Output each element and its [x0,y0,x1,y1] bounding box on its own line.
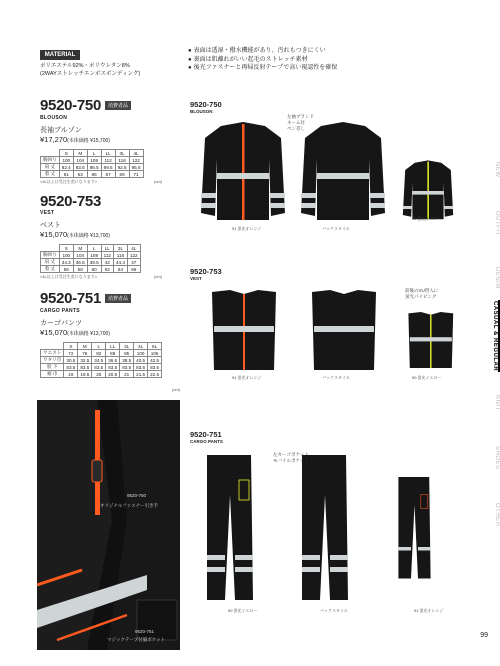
table-cell: 122 [127,252,140,259]
photo-sub: VEST [190,276,202,281]
size-table [40,149,144,178]
size-header-cell: 4L [127,245,140,252]
size-header-row [41,245,141,252]
table-row [41,164,144,171]
vest-illustrations [200,290,470,372]
size-header-cell: LL [106,343,120,350]
pants-back [302,455,348,600]
size-header-cell: M [78,343,92,350]
unit-label: (cm) [154,274,162,279]
table-cell: 116 [115,157,129,164]
caption-alt: 90 蛍光イエロー [412,375,442,380]
table-cell: 100 [59,157,73,164]
table-cell: 20 [92,371,106,378]
unit-label: (cm) [154,179,162,184]
table-cell: 66 [127,266,140,273]
feature-item: ● 後光ファスナーと再帰反射テープで高い視認性を確保 [188,64,337,73]
tab-knit[interactable]: KNIT [494,394,500,411]
table-cell: 30.5 [64,357,78,364]
table-row [41,364,162,371]
spec-vest [40,193,180,280]
size-header-cell: 3L [113,245,127,252]
detail-code-pants: 9520-751 [135,629,155,634]
product-price: ¥15,070 [40,230,68,239]
size-header-row [41,343,162,350]
tab-shoes[interactable]: SHOES [494,445,500,470]
size-header-cell: LL [101,245,113,252]
row-label: 胸回り [41,252,60,259]
material-text [40,63,140,78]
row-label: 着 丈 [41,171,60,178]
blouson-illustrations [193,118,463,226]
callout-line: 左カーゴポケット [273,452,309,457]
caption-back: バックスタイル [322,375,350,380]
table-cell: 64 [113,266,127,273]
size-header-row [41,150,144,157]
table-cell: 34.3 [59,259,73,266]
table-cell: 104 [73,157,87,164]
detail-caption-pocket: マジックテープ付脇ポケット [107,637,166,642]
product-sub: CARGO PANTS [40,308,80,314]
unit-label: (cm) [172,387,180,392]
pants-front [207,455,253,600]
photo-code: 9520-750 [190,100,222,109]
callout-pants [273,452,309,464]
table-cell: 108 [87,252,101,259]
detail-code: 9520-750 [127,493,147,498]
detail-photo [37,400,180,650]
feature-item: ● 裏面は肌離れがいい起毛のストレッチ素材 [188,56,337,65]
table-row [41,357,162,364]
size-header-cell: L [87,245,101,252]
tab-other[interactable]: OTHER [494,503,500,527]
table-cell: 100 [59,252,73,259]
row-label: 肩 丈 [41,259,60,266]
tab-new[interactable]: NEW [494,162,500,178]
table-row [41,371,162,378]
table-cell: 116 [113,252,127,259]
table-cell: 42.5 [148,357,162,364]
table-cell: 100 [134,350,148,357]
pants-illustrations [205,455,465,605]
size-header-cell: L [87,150,101,157]
size-header-cell: S [64,343,78,350]
size-header-cell: L [92,343,106,350]
photo-sub: BLOUSON [190,109,213,114]
table-cell: 21.5 [134,371,148,378]
table-cell: 82.4 [59,164,73,171]
callout-vest [405,288,438,300]
size-header-cell: S [59,150,73,157]
table-cell: 36.5 [73,259,87,266]
table-cell: 83.6 [73,164,87,171]
blouson-front [201,122,285,220]
product-code: 9520-750 [40,97,101,114]
tab-denim[interactable]: DENIM [494,266,500,289]
table-cell: 122 [129,157,143,164]
table-cell: 88 [106,350,120,357]
material-line1: ポリエステル92%・ポリウレタン8% [40,63,130,69]
callout-line: モバイルポケット [273,458,309,463]
table-cell: 112 [101,252,113,259]
product-sub: VEST [40,210,55,216]
table-cell: 20.5 [106,371,120,378]
table-cell: 72 [64,350,78,357]
product-price: ¥17,270 [40,135,68,144]
product-price: ¥15,070 [40,328,68,337]
table-cell: 32.5 [78,357,92,364]
price-note: (本体価格 ¥13,700) [67,331,110,337]
pants-alt [398,477,430,579]
photo-code: 9520-751 [190,430,222,439]
table-corner [41,150,60,157]
blouson-back [301,122,385,220]
size-table [40,244,141,273]
callout-line: ネーム付 [287,120,305,125]
table-cell: 95 [120,350,134,357]
size-header-cell: 5L [148,343,162,350]
caption-front: 91 蛍光オレンジ [232,375,262,380]
table-cell: 108 [87,157,101,164]
table-row [41,171,144,178]
stock-badge: 消費者品 [105,294,131,303]
table-cell: 44.4 [113,259,127,266]
table-cell: 36.5 [106,357,120,364]
order-note: <4L以上は受注生産になります> [40,274,98,279]
table-cell: 83.5 [92,364,106,371]
material-tag: MATERIAL [40,50,80,60]
vest-back [312,290,376,370]
callout-line: 前後のVU帯入に [405,288,439,293]
product-jp-name: ベスト [40,222,61,229]
order-note: <4L以上は受注生産になります> [40,179,98,184]
material-line2: (2WAYストレッチエンボスボンディング) [40,70,141,77]
table-cell: 22.5 [148,371,162,378]
photo-header-blouson [190,100,222,114]
size-header-cell: 4L [134,343,148,350]
table-cell: 83.5 [120,364,134,371]
caption-back: バックスタイル [322,226,350,231]
table-cell: 86.5 [87,164,101,171]
spec-blouson [40,97,180,185]
size-table [40,342,162,378]
caption-alt: 91 蛍光オレンジ [414,608,444,613]
photo-code: 9520-753 [190,267,222,276]
callout-line: 左袖ブランド [287,114,314,119]
caption-back: バックスタイル [320,608,348,613]
table-cell: 104 [73,252,87,259]
tab-outfit[interactable]: OUTFIT [494,210,500,236]
photo-sub: CARGO PANTS [190,439,223,444]
table-row [41,157,144,164]
table-cell: 38.5 [120,357,134,364]
size-header-cell: M [73,245,87,252]
row-label: 裾 巾 [41,371,64,378]
table-row [41,350,162,357]
row-label: 肩 丈 [41,164,60,171]
tab-casual-regular[interactable]: CASUAL & REGULAR [486,300,500,372]
callout-line: 蛍光パイピング [405,294,437,299]
table-cell: 112 [101,157,115,164]
table-cell: 34.5 [92,357,106,364]
table-cell: 19 [64,371,78,378]
feature-item: ● 表面は透湿・撥水機能があり、汚れもつきにくい [188,47,337,56]
table-cell: 58 [73,266,87,273]
vest-front [212,290,276,370]
table-cell: 60 [87,266,101,273]
table-row [41,259,141,266]
size-header-cell: 3L [115,150,129,157]
photo-header-pants [190,430,223,444]
size-header-cell: S [59,245,73,252]
table-cell: 105 [148,350,162,357]
table-cell: 71 [129,171,143,178]
table-cell: 82 [92,350,106,357]
size-header-cell: 3L [120,343,134,350]
table-cell: 83.5 [134,364,148,371]
table-cell: 83.5 [148,364,162,371]
table-row [41,252,141,259]
table-corner [41,343,64,350]
feature-list [188,47,337,73]
caption-alt: 90 蛍光イエロー [412,216,442,221]
row-label: 着 丈 [41,266,60,273]
size-header-cell: LL [101,150,115,157]
row-label: 胸回り [41,157,60,164]
table-cell: 21 [120,371,134,378]
product-jp-name: カーゴパンツ [40,320,82,327]
table-cell: 61 [59,171,73,178]
detail-caption-zipper: オリジナルファスナー引き手 [100,503,159,508]
table-cell: 83.5 [106,364,120,371]
product-code: 9520-753 [40,193,101,210]
blouson-alt [403,160,453,219]
row-label: 股 下 [41,364,64,371]
caption-front: 91 蛍光オレンジ [232,226,262,231]
table-cell: 92.5 [115,164,129,171]
table-cell: 83.5 [64,364,78,371]
callout-blouson [287,114,314,132]
table-cell: 89.5 [101,164,115,171]
spec-pants [40,290,180,396]
vest-alt [408,312,453,368]
table-cell: 47 [127,259,140,266]
page-number: 99 [480,632,488,639]
table-cell: 76 [78,350,92,357]
table-cell: 19.5 [78,371,92,378]
product-jp-name: 長袖ブルゾン [40,127,82,134]
table-corner [41,245,60,252]
row-label: ウエスト [41,350,64,357]
size-header-cell: M [73,150,87,157]
table-cell: 39.5 [87,259,101,266]
size-header-cell: 4L [129,150,143,157]
caption-front: 90 蛍光イエロー [228,608,258,613]
detail-photo-illustration [37,400,180,650]
table-row [41,266,141,273]
table-cell: 95.6 [129,164,143,171]
table-cell: 83.5 [78,364,92,371]
table-cell: 62 [101,266,113,273]
table-cell: 56 [59,266,73,273]
photo-header-vest [190,267,222,281]
product-code: 9520-751 [40,290,101,307]
price-note: (本体価格 ¥13,700) [67,233,110,239]
row-label: ワタリ巾 [41,357,64,364]
table-cell: 65 [87,171,101,178]
table-cell: 69 [115,171,129,178]
price-note: (本体価格 ¥15,700) [67,138,110,144]
stock-badge: 消費者品 [105,101,131,110]
table-cell: 63 [73,171,87,178]
table-cell: 42 [101,259,113,266]
callout-line: ペン差し [287,126,305,131]
table-cell: 40.5 [134,357,148,364]
product-sub: BLOUSON [40,115,68,121]
table-cell: 67 [101,171,115,178]
